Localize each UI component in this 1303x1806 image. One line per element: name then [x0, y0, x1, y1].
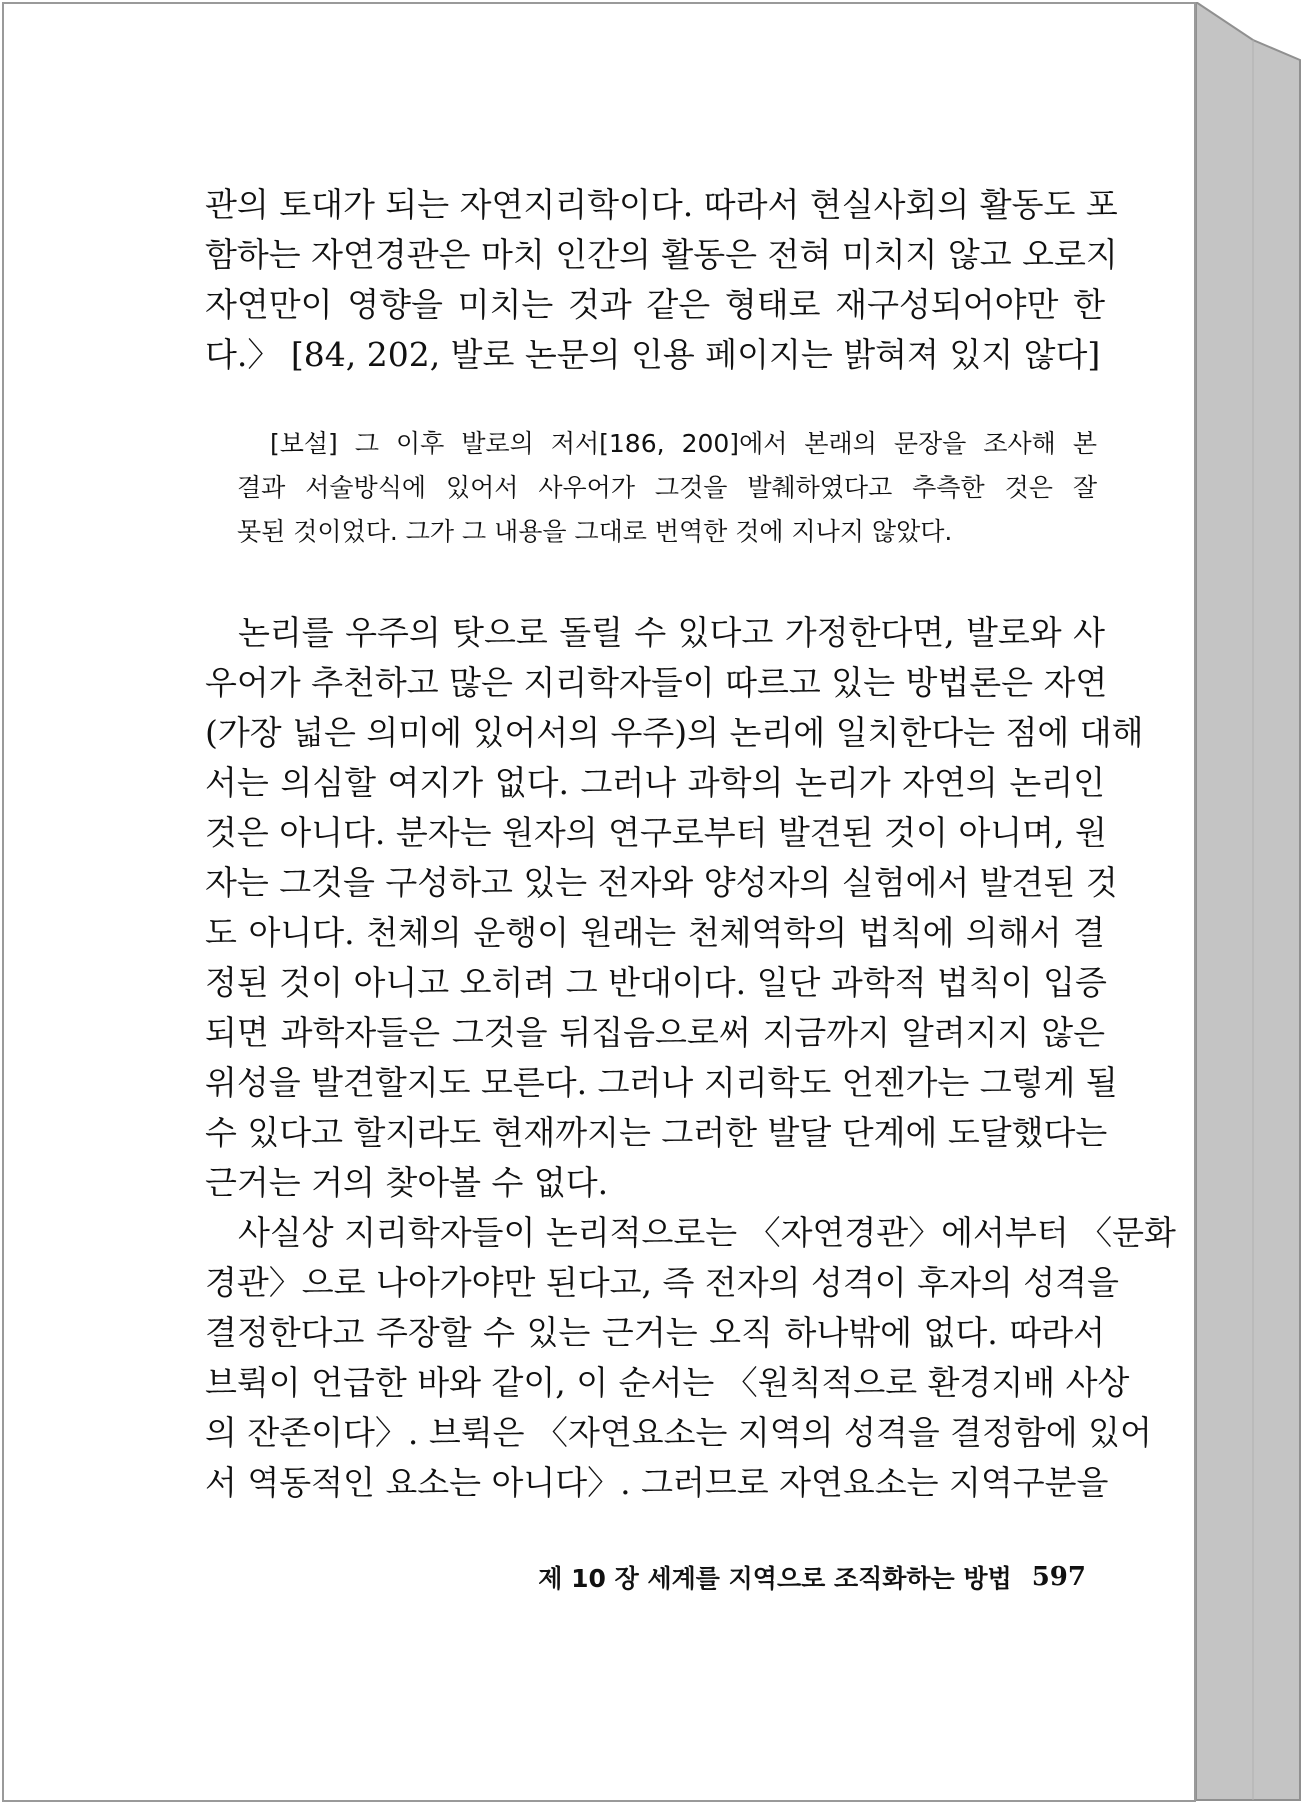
- paragraph-continuation: [205, 180, 1118, 380]
- text-line: 서 역동적인 요소는 아니다〉. 그러므로 자연요소는 지역구분을: [205, 1463, 1109, 1502]
- text-line: 다.〉 [84, 202, 발로 논문의 인용 페이지는 밝혀져 있지 않다]: [205, 335, 1101, 374]
- text-line: 되면 과학자들은 그것을 뒤집음으로써 지금까지 알려지지 않은: [205, 1013, 1105, 1052]
- text-line: 경관〉으로 나아가야만 된다고, 즉 전자의 성격이 후자의 성격을: [205, 1263, 1119, 1302]
- text-line: 사실상 지리학자들이 논리적으로는 〈자연경관〉에서부터 〈문화: [238, 1213, 1176, 1252]
- text-line: 자연만이 영향을 미치는 것과 같은 형태로 재구성되어야만 한: [205, 285, 1105, 324]
- text-line: 자는 그것을 구성하고 있는 전자와 양성자의 실험에서 발견된 것: [205, 863, 1118, 902]
- text-line: 우어가 추천하고 많은 지리학자들이 따르고 있는 방법론은 자연: [205, 663, 1108, 702]
- text-line: (가장 넓은 의미에 있어서의 우주)의 논리에 일치한다는 점에 대해: [205, 713, 1144, 752]
- text-line: 의 잔존이다〉. 브뤽은 〈자연요소는 지역의 성격을 결정함에 있어: [205, 1413, 1152, 1452]
- text-line: 논리를 우주의 탓으로 돌릴 수 있다고 가정한다면, 발로와 사: [238, 613, 1105, 652]
- book-thickness-edge: [1196, 2, 1301, 1802]
- note-line: 못된 것이었다. 그가 그 내용을 그대로 번역한 것에 지나지 않았다.: [237, 517, 953, 546]
- text-line: 도 아니다. 천체의 운행이 원래는 천체역학의 법칙에 의해서 결: [205, 913, 1105, 952]
- note-line: 결과 서술방식에 있어서 사우어가 그것을 발췌하였다고 추측한 것은 잘: [237, 473, 1097, 502]
- page-footer: [524, 1557, 1086, 1597]
- supplementary-note: [237, 422, 1097, 554]
- text-line: 것은 아니다. 분자는 원자의 연구로부터 발견된 것이 아니며, 원: [205, 813, 1107, 852]
- text-line: 정된 것이 아니고 오히려 그 반대이다. 일단 과학적 법칙이 입증: [205, 963, 1107, 1002]
- page-number: 597: [1031, 1562, 1086, 1592]
- text-line: 서는 의심할 여지가 없다. 그러나 과학의 논리가 자연의 논리인: [205, 763, 1105, 802]
- paragraph-logic: [205, 608, 1144, 1208]
- note-line: [보설] 그 이후 발로의 저서[186, 200]에서 본래의 문장을 조사해 본: [270, 429, 1097, 458]
- book-page: [2, 2, 1196, 1802]
- text-line: 결정한다고 주장할 수 있는 근거는 오직 하나밖에 없다. 따라서: [205, 1313, 1105, 1352]
- chapter-title: 제 10 장 세계를 지역으로 조직화하는 방법: [538, 1564, 1012, 1593]
- text-line: 함하는 자연경관은 마치 인간의 활동은 전혀 미치지 않고 오로지: [205, 235, 1118, 274]
- paragraph-landscape: [205, 1208, 1176, 1508]
- text-line: 위성을 발견할지도 모른다. 그러나 지리학도 언젠가는 그렇게 될: [205, 1063, 1118, 1102]
- text-line: 수 있다고 할지라도 현재까지는 그러한 발달 단계에 도달했다는: [205, 1113, 1108, 1152]
- text-line: 관의 토대가 되는 자연지리학이다. 따라서 현실사회의 활동도 포: [205, 185, 1118, 224]
- text-line: 근거는 거의 찾아볼 수 없다.: [205, 1163, 609, 1202]
- text-line: 브뤽이 언급한 바와 같이, 이 순서는 〈원칙적으로 환경지배 사상: [205, 1363, 1130, 1402]
